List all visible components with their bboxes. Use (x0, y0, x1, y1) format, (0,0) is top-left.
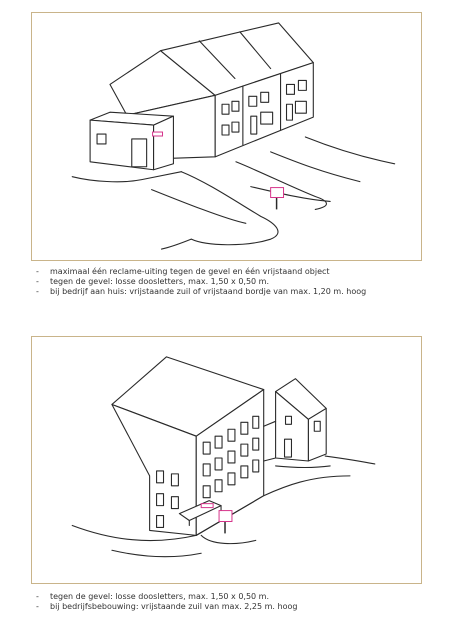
freestanding-column-sign (219, 511, 232, 522)
notes-list-1 (36, 267, 366, 297)
note-item: - bij bedrijfsbebouwing: vrijstaande zuil van max. 2,25 m. hoog (36, 602, 297, 612)
illustration-frame-business-building (31, 336, 422, 584)
note-item: - tegen de gevel: losse doosletters, max. 1,50 x 0,50 m. (36, 277, 366, 287)
terraced-houses-sketch (32, 13, 421, 260)
notes-list-2 (36, 592, 297, 612)
business-building-sketch (32, 337, 421, 583)
wall-sign (153, 132, 163, 136)
wall-sign (201, 504, 213, 508)
note-item: - tegen de gevel: losse doosletters, max. 1,50 x 0,50 m. (36, 592, 297, 602)
note-item: - maximaal één reclame-uiting tegen de gevel en één vrijstaand object (36, 267, 366, 277)
freestanding-sign (271, 188, 284, 198)
illustration-frame-terraced-houses (31, 12, 422, 261)
note-item: - bij bedrijf aan huis: vrijstaande zuil of vrijstaand bordje van max. 1,20 m. hoog (36, 287, 366, 297)
